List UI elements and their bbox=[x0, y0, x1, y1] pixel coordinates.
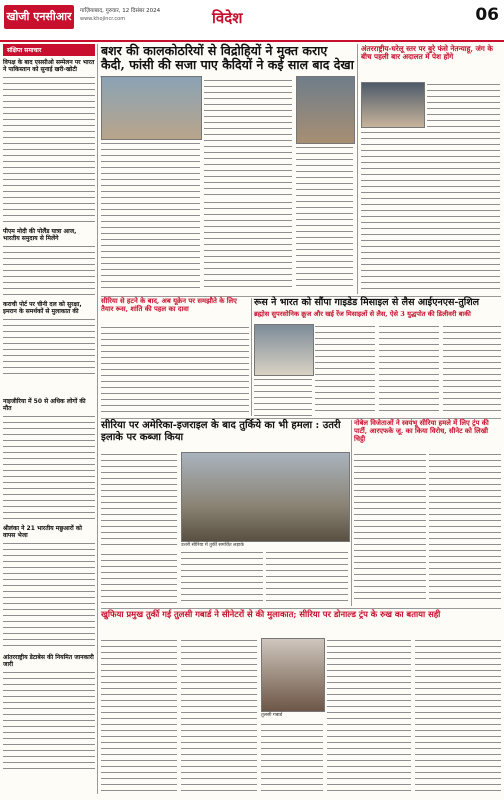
tulsi-body-5 bbox=[415, 638, 501, 793]
lead-body-mid bbox=[204, 200, 292, 291]
lead-photo-2 bbox=[296, 76, 355, 144]
tulsi-body-1 bbox=[101, 638, 177, 793]
brand-logo: खोजी एनसीआर bbox=[4, 5, 74, 29]
russia-body-0 bbox=[254, 377, 312, 416]
sidebar-text-5 bbox=[3, 541, 95, 651]
lead-text-3 bbox=[204, 200, 292, 291]
tulsi-photo bbox=[261, 638, 325, 712]
ukraine-body bbox=[101, 325, 249, 415]
lead-intro bbox=[204, 78, 292, 198]
russia-body-1 bbox=[315, 324, 375, 416]
russia-headline: रूस ने भारत को सौंपा गाइडेड मिसाइल से लैस आईएनएस-तुशिल bbox=[254, 297, 480, 308]
lead-headline: बशर की कालकोठरियों से विद्रोहियों ने मुक्त कराए कैदी, फांसी की सजा पाए कैदियों ने कई साल बाद देखा bbox=[101, 43, 354, 73]
tulsi-body-2 bbox=[181, 638, 257, 793]
masthead bbox=[0, 0, 504, 42]
sidebar-text-1 bbox=[3, 75, 95, 225]
lead-body-right bbox=[296, 145, 353, 291]
russia-body-2 bbox=[379, 324, 439, 416]
russia-text-2 bbox=[379, 324, 439, 416]
ukraine-headline: सीरिया से हटने के बाद, अब यूक्रेन पर समझौते के लिए तैयार रूस, शांति की पहल का दावा bbox=[101, 297, 237, 313]
nobel-body-2 bbox=[429, 452, 501, 604]
tulsi-headline: खुफिया प्रमुख तुर्की गई तुलसी गबार्ड ने सीनेटरों से की मुलाकात; सीरिया पर डोनाल्ड ट्रंप के रुख का बताया सही bbox=[101, 609, 441, 619]
syria-body-3 bbox=[181, 550, 263, 604]
tulsi-body-3 bbox=[261, 722, 323, 793]
russia-text-0 bbox=[254, 377, 312, 416]
russia-text-1 bbox=[315, 324, 375, 416]
tulsi-text-1 bbox=[101, 638, 177, 793]
syria-text-4 bbox=[266, 550, 348, 604]
lead-text-1 bbox=[204, 78, 292, 198]
sidebar-text-4 bbox=[3, 414, 95, 522]
sidebar-headline-3: कराची पोर्ट पर चीनी दल को सुरक्षा, इमरान के समर्थकों से मुलाकात की bbox=[3, 301, 82, 315]
tulsi-body-4 bbox=[327, 638, 411, 793]
russia-subheadline: ब्रह्मोस सुपरसोनिक क्रूज और खई रेंज मिसाइलों से लैस, ऐसे 3 युद्धपोत की डिलीवरी बाकी bbox=[254, 310, 471, 318]
tulsi-text-4 bbox=[327, 638, 411, 793]
tulsi-text-2 bbox=[181, 638, 257, 793]
sidebar-headline-5: श्रीलंका ने 21 भारतीय मछुआरों को वापस भेजा bbox=[3, 525, 82, 539]
russia-body-3 bbox=[443, 324, 501, 416]
tulsi-text-5 bbox=[415, 638, 501, 793]
netanyahu-intro bbox=[427, 82, 500, 128]
ukraine-text bbox=[101, 325, 249, 415]
syria-photo bbox=[181, 452, 350, 542]
lead-text-2 bbox=[101, 141, 200, 291]
sidebar-headline-2: पीएम मोदी की पोलैंड यात्रा आज, भारतीय समुदाय से मिलेंगे bbox=[3, 228, 77, 242]
sidebar-headline-1: विपक्ष के बाद एससीओ सम्मेलन पर भारत ने पाकिस्तान को सुनाई खरी-खोटी bbox=[3, 59, 95, 73]
nobel-text-1 bbox=[354, 452, 426, 604]
sidebar-text-2 bbox=[3, 244, 95, 298]
syria-text-2 bbox=[101, 552, 177, 604]
syria-body-4 bbox=[266, 550, 348, 604]
nobel-text-2 bbox=[429, 452, 501, 604]
nobel-headline: नोबेल विजेताओं ने स्वयंभू सीरिया हमले में लिए ट्रंप की पार्टी, आरएफके जू. का किया विरोध, सीनेट को लिखी चिट्ठी bbox=[354, 419, 489, 443]
netanyahu-headline: अंतरराष्ट्रीय-घरेलू स्तर पर बुरे फंसे नेतन्याहू, जंग के बीच पहली बार अदालत में पेश होंगे bbox=[361, 44, 493, 62]
sidebar-headline-4: नाइजीरिया में 50 से अधिक लोगों की मौत bbox=[3, 398, 86, 412]
sidebar-text-6 bbox=[3, 670, 95, 770]
nobel-body-1 bbox=[354, 452, 426, 604]
syria-photo-caption: उत्तरी सीरिया में तुर्की समर्थित लड़ाके bbox=[181, 543, 244, 548]
tulsi-text-3 bbox=[261, 722, 323, 793]
sidebar-headline-6: आंतरराष्ट्रीय डेटाबेस की नियमित जानकारी जारी bbox=[3, 654, 94, 668]
netanyahu-text-1 bbox=[427, 82, 500, 128]
syria-body-2 bbox=[101, 552, 177, 604]
syria-text-3 bbox=[181, 550, 263, 604]
lead-body-left bbox=[101, 141, 200, 291]
sidebar-text-3 bbox=[3, 317, 95, 377]
section-title: विदेश bbox=[212, 9, 243, 27]
russia-text-3 bbox=[443, 324, 501, 416]
russia-photo bbox=[254, 324, 314, 376]
website: www.khojincr.com bbox=[80, 16, 126, 22]
netanyahu-body bbox=[361, 130, 500, 292]
page-number: 06 bbox=[475, 5, 499, 25]
sidebar-lower bbox=[3, 398, 95, 793]
syria-text-1 bbox=[101, 452, 177, 547]
lead-photo-1 bbox=[101, 76, 202, 140]
tulsi-photo-caption: तुलसी गबार्ड bbox=[261, 713, 283, 718]
lead-text-4 bbox=[296, 145, 353, 291]
dateline: गाज़ियाबाद, गुरुवार, 12 दिसंबर 2024 bbox=[80, 8, 161, 14]
syria-headline: सीरिया पर अमेरिका-इजराइल के बाद तुर्किये का भी हमला : उतरी इलाके पर कब्जा किया bbox=[101, 420, 341, 443]
sidebar-tag: संक्षिप्त समाचार bbox=[3, 44, 95, 56]
netanyahu-photo bbox=[361, 82, 425, 128]
netanyahu-text-2 bbox=[361, 130, 500, 292]
sidebar bbox=[3, 44, 95, 396]
syria-body-1 bbox=[101, 452, 177, 547]
